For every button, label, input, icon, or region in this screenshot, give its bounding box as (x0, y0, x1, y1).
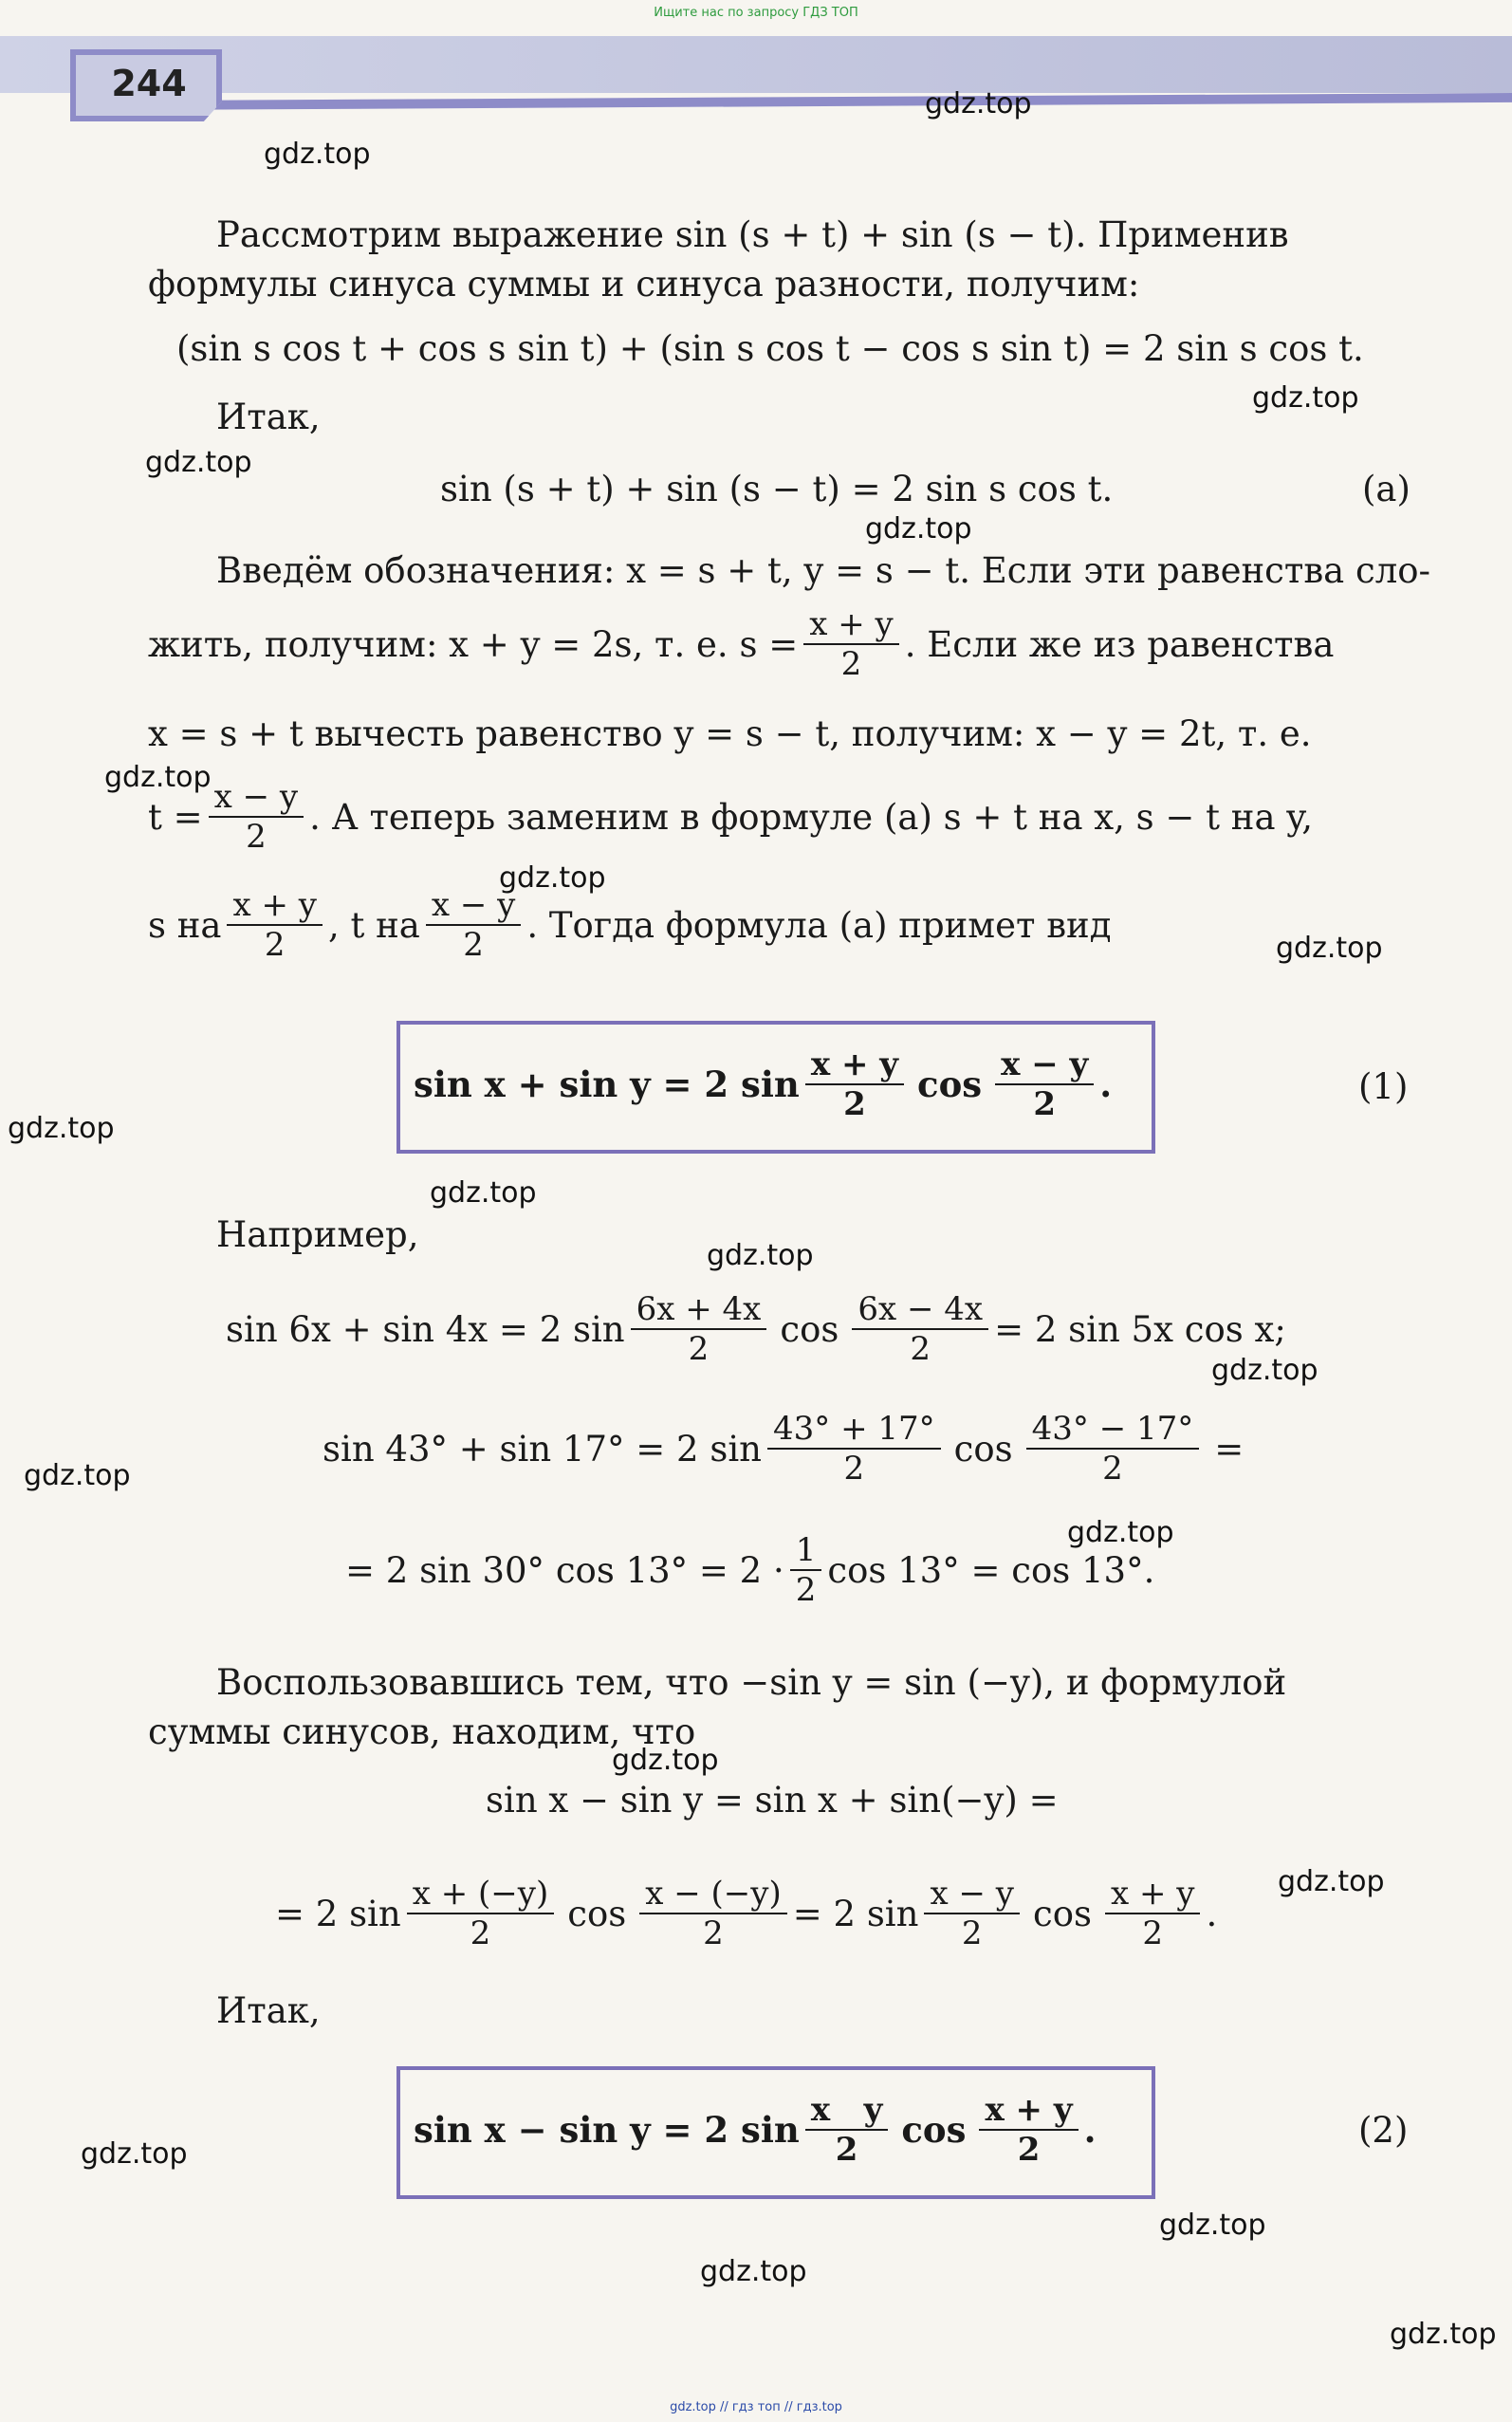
text-segment: s на (148, 904, 222, 946)
bottom-note: gdz.top // гдз топ // гдз.top (670, 2400, 842, 2414)
paragraph-notation-line5 (148, 886, 1111, 964)
watermark: gdz.top (1276, 932, 1383, 965)
formula-text: . (1099, 1063, 1113, 1105)
watermark: gdz.top (264, 138, 371, 171)
watermark: gdz.top (1067, 1516, 1174, 1549)
fraction (979, 2091, 1078, 2169)
formula-text: cos (953, 1428, 1013, 1470)
watermark: gdz.top (145, 446, 252, 479)
denominator: 2 (1017, 2131, 1041, 2169)
paragraph-notation-line4 (148, 778, 1313, 856)
fraction (1105, 1875, 1201, 1952)
denominator: 2 (1033, 1085, 1057, 1123)
text-segment: . Тогда формула (а) примет вид (526, 904, 1112, 946)
text-segment: , t на (327, 904, 420, 946)
watermark: gdz.top (1252, 381, 1359, 415)
denominator: 2 (843, 1085, 866, 1123)
numerator: x − y (426, 886, 522, 926)
numerator: x − (−y) (639, 1875, 787, 1914)
denominator: 2 (264, 926, 286, 964)
fraction (852, 1290, 988, 1368)
header-stripe (142, 93, 1512, 110)
denominator: 2 (1102, 1450, 1123, 1488)
fraction (1026, 1410, 1200, 1488)
watermark: gdz.top (24, 1459, 131, 1492)
denominator: 2 (910, 1330, 931, 1368)
text-itak: Итак, (216, 1990, 321, 2031)
text-example: Например, (216, 1214, 419, 1255)
equation-number-2: (2) (1358, 2110, 1409, 2151)
denominator: 2 (843, 1450, 865, 1488)
watermark: gdz.top (499, 861, 606, 895)
formula-1 (414, 1045, 1112, 1123)
watermark: gdz.top (1159, 2209, 1266, 2242)
formula-text: = 2 sin 5x cos x; (994, 1308, 1286, 1350)
text-itak: Итак, (216, 397, 321, 437)
paragraph-notation-line3: x = s + t вычесть равенство y = s − t, получим: x − y = 2t, т. е. (148, 713, 1312, 754)
numerator: 6x + 4x (631, 1290, 767, 1330)
fraction (995, 1045, 1094, 1123)
fraction-x-minus-y (426, 886, 522, 964)
fraction (805, 2091, 889, 2169)
header-band (0, 36, 1512, 93)
denominator: 2 (470, 1914, 491, 1952)
denominator: 2 (840, 645, 862, 683)
fraction (407, 1875, 555, 1952)
paragraph-intro: Рассмотрим выражение sin (s + t) + sin (s − t). Применив формулы синуса суммы и синуса разности, получим: (148, 214, 1289, 305)
watermark: gdz.top (1278, 1865, 1385, 1898)
watermark: gdz.top (925, 87, 1032, 120)
denominator: 2 (246, 818, 267, 856)
equation-difference-1: sin x − sin y = sin x + sin(−y) = (486, 1780, 1059, 1821)
formula-text: = 2 sin (275, 1893, 401, 1934)
numerator: x + (−y) (407, 1875, 555, 1914)
formula-text: = (1214, 1428, 1245, 1470)
numerator: x + y (1105, 1875, 1201, 1914)
numerator: x − y (924, 1875, 1020, 1914)
fraction (805, 1045, 904, 1123)
watermark: gdz.top (865, 512, 972, 545)
formula-text: sin x + sin y = 2 sin (414, 1063, 800, 1105)
paragraph-notation-line1: Введём обозначения: x = s + t, y = s − t. Если эти равенства сло- (216, 550, 1430, 591)
denominator: 2 (961, 1914, 983, 1952)
numerator: 6x − 4x (852, 1290, 988, 1330)
watermark: gdz.top (612, 1744, 719, 1777)
equation-expanded: (sin s cos t + cos s sin t) + (sin s cos t − cos s sin t) = 2 sin s cos t. (176, 328, 1364, 369)
formula-text: cos (1032, 1893, 1092, 1934)
top-note: Ищите нас по запросу ГДЗ ТОП (654, 6, 858, 20)
denominator: 2 (795, 1571, 817, 1609)
formula-text: = 2 sin (792, 1893, 919, 1934)
example-2 (323, 1410, 1244, 1488)
fraction (924, 1875, 1020, 1952)
watermark: gdz.top (1211, 1354, 1318, 1387)
example-3 (345, 1531, 1154, 1609)
example-1 (226, 1290, 1286, 1368)
denominator: 2 (1142, 1914, 1164, 1952)
denominator: 2 (835, 2131, 858, 2169)
text-segment: . Если же из равенства (904, 623, 1335, 665)
watermark: gdz.top (1390, 2318, 1497, 2351)
watermark: gdz.top (430, 1176, 537, 1210)
formula-text: cos (567, 1893, 627, 1934)
denominator: 2 (688, 1330, 710, 1368)
numerator: x y (805, 2091, 889, 2131)
numerator: x + y (227, 886, 323, 926)
fraction (767, 1410, 941, 1488)
denominator: 2 (463, 926, 484, 964)
text-segment: жить, получим: x + y = 2s, т. е. s = (148, 623, 799, 665)
fraction (631, 1290, 767, 1368)
equation-difference-2 (275, 1875, 1217, 1952)
paragraph-difference: Воспользовавшись тем, что −sin y = sin (−y), и формулой суммы синусов, находим, что (148, 1662, 1287, 1752)
numerator: 43° − 17° (1026, 1410, 1200, 1450)
numerator: x − y (209, 778, 304, 818)
fraction (639, 1875, 787, 1952)
formula-2 (414, 2091, 1097, 2169)
paragraph-notation-line2 (148, 605, 1334, 683)
fraction-x-plus-y (803, 605, 899, 683)
numerator: x + y (979, 2091, 1078, 2131)
equation-a: sin (s + t) + sin (s − t) = 2 sin s cos t. (440, 469, 1114, 509)
formula-text: . (1083, 2109, 1097, 2151)
watermark: gdz.top (81, 2137, 188, 2171)
watermark: gdz.top (707, 1239, 814, 1272)
watermark: gdz.top (104, 761, 212, 794)
formula-text: = 2 sin 30° cos 13° = 2 · (345, 1549, 784, 1591)
watermark: gdz.top (700, 2255, 807, 2288)
formula-text: sin 43° + sin 17° = 2 sin (323, 1428, 762, 1470)
formula-text: . (1206, 1893, 1218, 1934)
formula-text: cos (917, 1063, 983, 1105)
fraction-x-plus-y (227, 886, 323, 964)
text-segment: t = (148, 796, 203, 838)
formula-text: cos (901, 2109, 967, 2151)
text-segment: . А теперь заменим в формуле (а) s + t на x, s − t на y, (309, 796, 1314, 838)
equation-number-1: (1) (1358, 1066, 1409, 1107)
equation-number-a: (a) (1362, 469, 1411, 509)
denominator: 2 (703, 1914, 724, 1952)
watermark: gdz.top (8, 1112, 115, 1145)
numerator: 1 (790, 1531, 822, 1571)
formula-text: cos (780, 1308, 839, 1350)
numerator: x + y (805, 1045, 904, 1085)
fraction-x-minus-y (209, 778, 304, 856)
formula-text: sin 6x + sin 4x = 2 sin (226, 1308, 625, 1350)
formula-text: sin x − sin y = 2 sin (414, 2109, 800, 2151)
numerator: x − y (995, 1045, 1094, 1085)
formula-text: cos 13° = cos 13°. (827, 1549, 1155, 1591)
numerator: x + y (803, 605, 899, 645)
page-number: 244 (111, 63, 187, 104)
numerator: 43° + 17° (767, 1410, 941, 1450)
fraction-half (790, 1531, 822, 1609)
